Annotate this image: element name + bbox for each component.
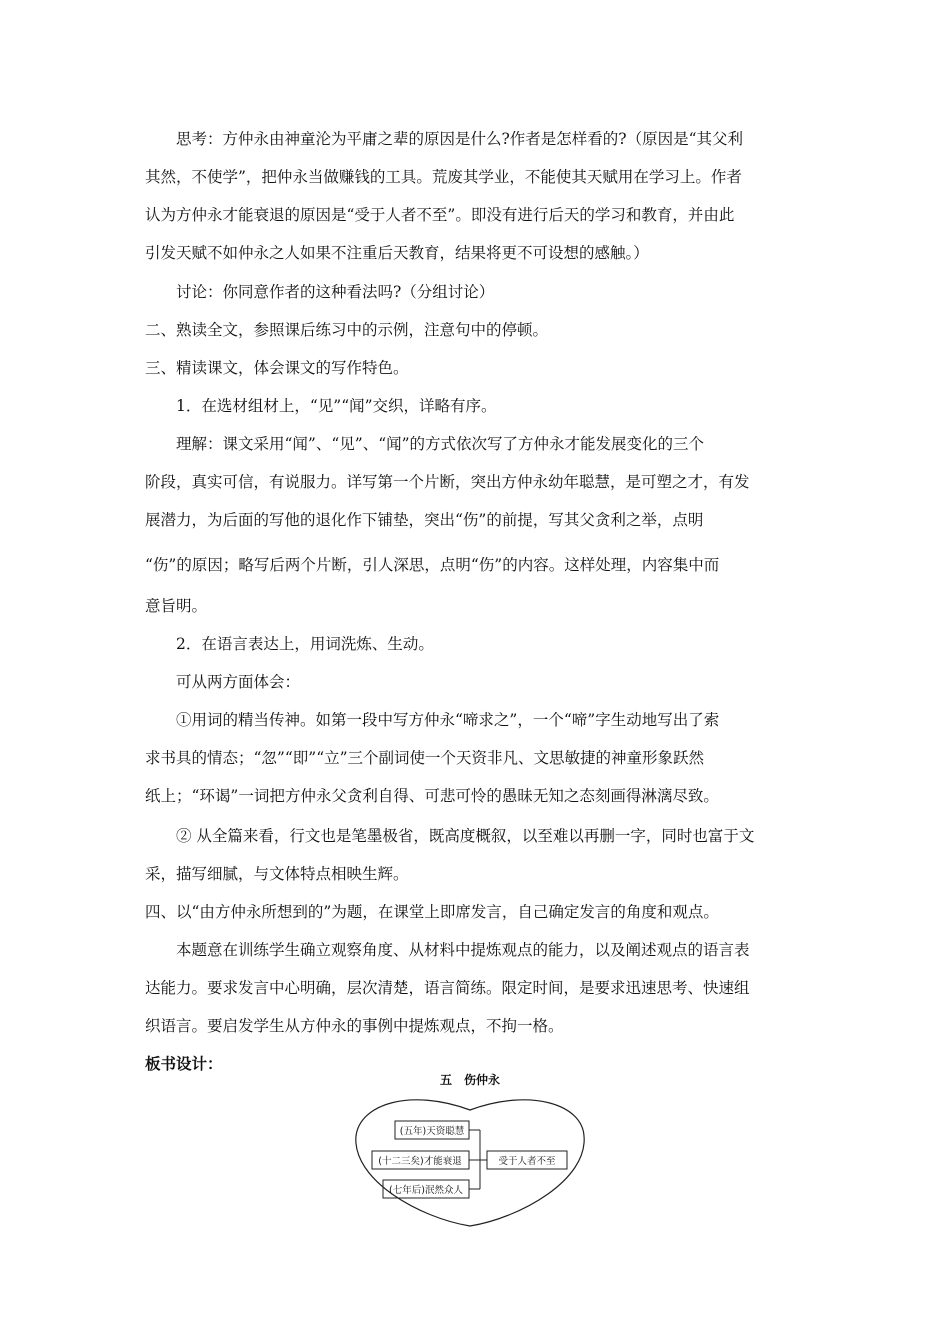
paragraph-line: 织语言。要启发学生从方仲永的事例中提炼观点，不拘一格。 xyxy=(145,1017,564,1035)
stage-label: (十二三矣)才能衰退 xyxy=(378,1156,462,1167)
diagram-title: 五 伤仲永 xyxy=(439,1073,501,1087)
board-diagram xyxy=(350,1068,590,1233)
paragraph-line: 1．在选材组材上，“见”“闻”交织，详略有序。 xyxy=(176,397,497,415)
paragraph-line: 引发天赋不如仲永之人如果不注重后天教育，结果将更不可设想的感触。） xyxy=(145,244,649,262)
conclusion-label: 受于人者不至 xyxy=(498,1156,556,1167)
paragraph-line: 达能力。要求发言中心明确，层次清楚，语言简练。限定时间，是要求迅速思考、快速组 xyxy=(145,979,750,997)
paragraph-line: 其然，不使学”，把仲永当做赚钱的工具。荒废其学业，不能使其天赋用在学习上。作者 xyxy=(145,168,742,186)
paragraph-line: 展潜力，为后面的写他的退化作下铺垫，突出“伤”的前提，写其父贪利之举，点明 xyxy=(145,511,704,529)
paragraph-line: 四、以“由方仲永所想到的”为题，在课堂上即席发言，自己确定发言的角度和观点。 xyxy=(145,903,719,921)
stage-label: (七年后)泯然众人 xyxy=(389,1185,463,1196)
bracket-connector xyxy=(469,1130,487,1189)
paragraph-line: 采，描写细腻，与文体特点相映生辉。 xyxy=(145,865,409,883)
paragraph-line: 阶段，真实可信，有说服力。详写第一个片断，突出方仲永幼年聪慧，是可塑之才，有发 xyxy=(145,473,750,491)
paragraph-line: 求书具的情态；“忽”“即”“立”三个副词使一个天资非凡、文思敏捷的神童形象跃然 xyxy=(145,749,705,767)
paragraph-line: 理解：课文采用“闻”、“见”、“闻”的方式依次写了方仲永才能发展变化的三个 xyxy=(176,435,705,453)
paragraph-line: 可从两方面体会： xyxy=(176,673,301,691)
stage-label: (五年)天资聪慧 xyxy=(399,1126,465,1137)
paragraph-line: 意旨明。 xyxy=(145,597,208,615)
paragraph-line: 2．在语言表达上，用词洗炼、生动。 xyxy=(176,635,434,653)
paragraph-line: 本题意在训练学生确立观察角度、从材料中提炼观点的能力，以及阐述观点的语言表 xyxy=(176,941,750,959)
board-design-heading: 板书设计： xyxy=(145,1055,223,1073)
paragraph-line: 讨论：你同意作者的这种看法吗?（分组讨论） xyxy=(176,283,495,301)
paragraph-line: ①用词的精当传神。如第一段中写方仲永“啼求之”，一个“啼”字生动地写出了索 xyxy=(176,711,720,729)
paragraph-line: 纸上；“环谒”一词把方仲永父贪利自得、可悲可怜的愚昧无知之态刻画得淋漓尽致。 xyxy=(145,787,719,805)
paragraph-line: 思考：方仲永由神童沦为平庸之辈的原因是什么?作者是怎样看的?（原因是“其父利 xyxy=(176,130,744,148)
paragraph-line: 认为方仲永才能衰退的原因是“受于人者不至”。即没有进行后天的学习和教育，并由此 xyxy=(145,206,735,224)
paragraph-line: 二、熟读全文，参照课后练习中的示例，注意句中的停顿。 xyxy=(145,321,549,339)
paragraph-line: ② 从全篇来看，行文也是笔墨极省，既高度概叙，以至难以再删一字，同时也富于文 xyxy=(176,827,755,845)
paragraph-line: “伤”的原因；略写后两个片断，引人深思，点明“伤”的内容。这样处理，内容集中而 xyxy=(145,556,720,574)
paragraph-line: 三、精读课文，体会课文的写作特色。 xyxy=(145,359,409,377)
